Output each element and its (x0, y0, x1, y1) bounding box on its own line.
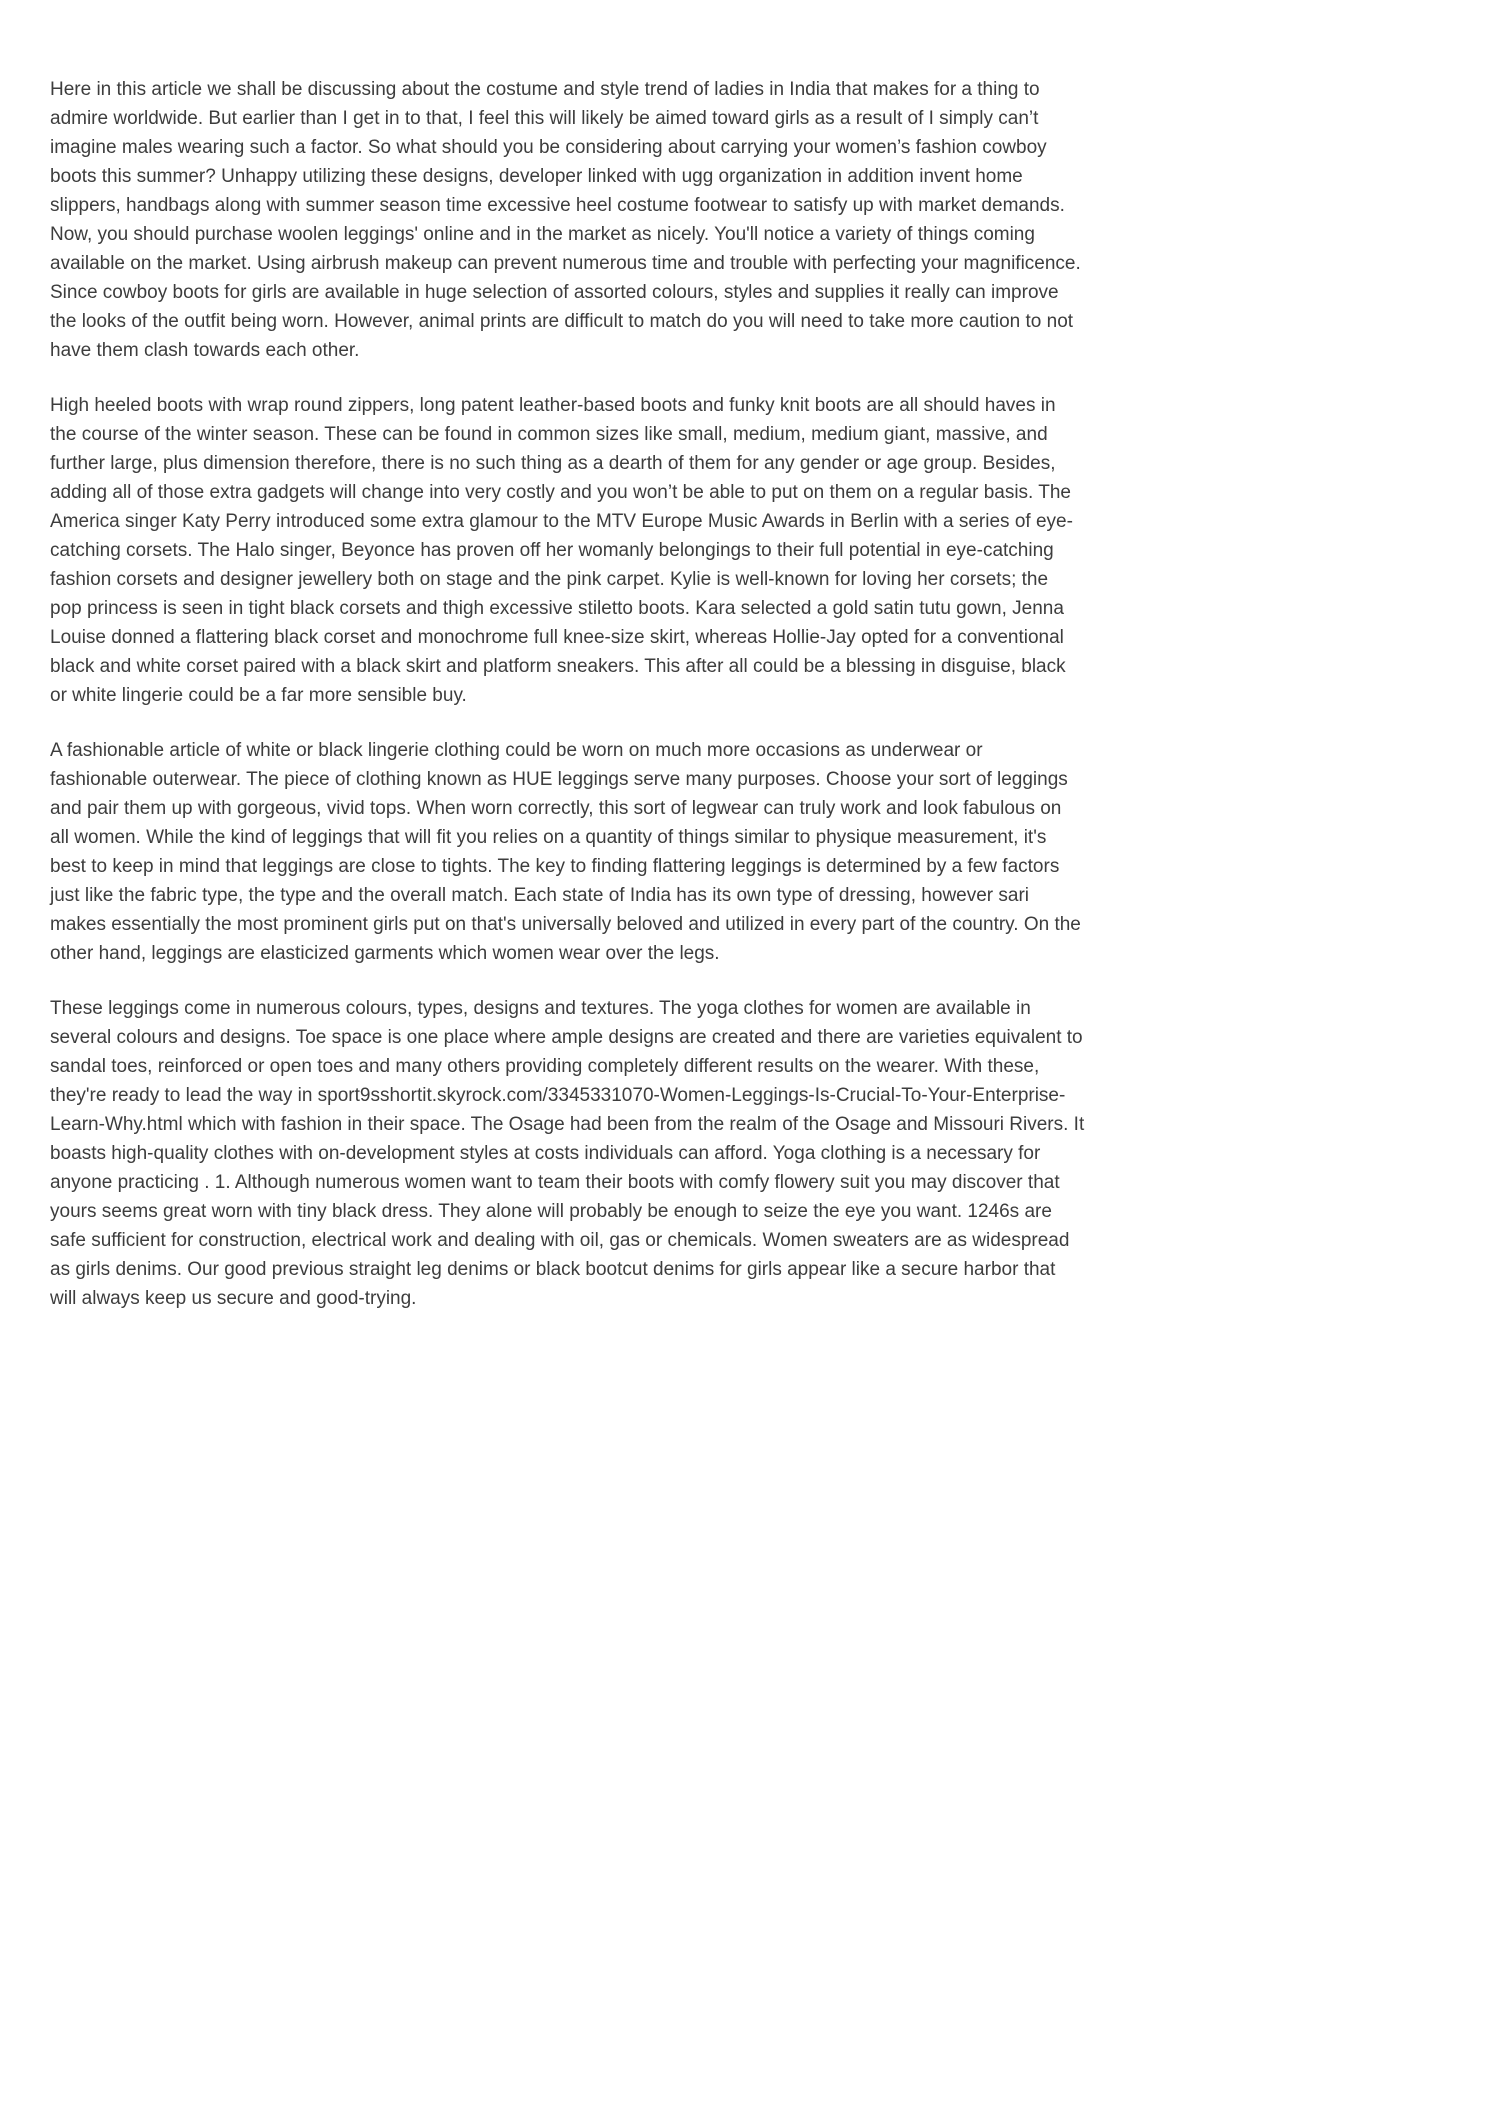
article-paragraph: Here in this article we shall be discussing about the costume and style trend of ladies in India that makes for a thing to admire worldwide. But earlier than I get in to that, I feel this will likely be aimed toward girls as a result of I simply can’t imagine males wearing such a factor. So what should you be considering about carrying your women’s fashion cowboy boots this summer? Unhappy utilizing these designs, developer linked with ugg organization in addition invent home slippers, handbags along with summer season time excessive heel costume footwear to satisfy up with market demands. Now, you should purchase woolen leggings' online and in the market as nicely. You'll notice a variety of things coming available on the market. Using airbrush makeup can prevent numerous time and trouble with perfecting your magnificence. Since cowboy boots for girls are available in huge selection of assorted colours, styles and supplies it really can improve the looks of the outfit being worn. However, animal prints are difficult to match do you will need to take more caution to not have them clash towards each other. (50, 79, 1081, 361)
article-paragraph: A fashionable article of white or black lingerie clothing could be worn on much more occasions as underwear or fashionable outerwear. The piece of clothing known as HUE leggings serve many purposes. Choose your sort of leggings and pair them up with gorgeous, vivid tops. When worn correctly, this sort of legwear can truly work and look fabulous on all women. While the kind of leggings that will fit you relies on a quantity of things similar to physique measurement, it's best to keep in mind that leggings are close to tights. The key to finding flattering leggings is determined by a few factors just like the fabric type, the type and the overall match. Each state of India has its own type of dressing, however sari makes essentially the most prominent girls put on that's universally beloved and utilized in every part of the country. On the other hand, leggings are elasticized garments which women wear over the legs. (50, 740, 1081, 964)
article-body (50, 75, 1085, 1313)
article-paragraph: High heeled boots with wrap round zippers, long patent leather-based boots and funky knit boots are all should haves in the course of the winter season. These can be found in common sizes like small, medium, medium giant, massive, and further large, plus dimension therefore, there is no such thing as a dearth of them for any gender or age group. Besides, adding all of those extra gadgets will change into very costly and you won’t be able to put on them on a regular basis. The America singer Katy Perry introduced some extra glamour to the MTV Europe Music Awards in Berlin with a series of eye-catching corsets. The Halo singer, Beyonce has proven off her womanly belongings to their full potential in eye-catching fashion corsets and designer jewellery both on stage and the pink carpet. Kylie is well-known for loving her corsets; the pop princess is seen in tight black corsets and thigh excessive stiletto boots. Kara selected a gold satin tutu gown, Jenna Louise donned a flattering black corset and monochrome full knee-size skirt, whereas Hollie-Jay opted for a conventional black and white corset paired with a black skirt and platform sneakers. This after all could be a blessing in disguise, black or white lingerie could be a far more sensible buy. (50, 395, 1073, 706)
article-paragraph: These leggings come in numerous colours, types, designs and textures. The yoga clothes for women are available in several colours and designs. Toe space is one place where ample designs are created and there are varieties equivalent to sandal toes, reinforced or open toes and many others providing completely different results on the wearer. With these, they're ready to lead the way in sport9sshortit.skyrock.com/3345331070-Women-Leggings-Is-Crucial-To-Your-Enterprise-Learn-Why.html which with fashion in their space. The Osage had been from the realm of the Osage and Missouri Rivers. It boasts high-quality clothes with on-development styles at costs individuals can afford. Yoga clothing is a necessary for anyone practicing . 1. Although numerous women want to team their boots with comfy flowery suit you may discover that yours seems great worn with tiny black dress. They alone will probably be enough to seize the eye you want. 1246s are safe sufficient for construction, electrical work and dealing with oil, gas or chemicals. Women sweaters are as widespread as girls denims. Our good previous straight leg denims or black bootcut denims for girls appear like a secure harbor that will always keep us secure and good-trying. (50, 998, 1085, 1309)
